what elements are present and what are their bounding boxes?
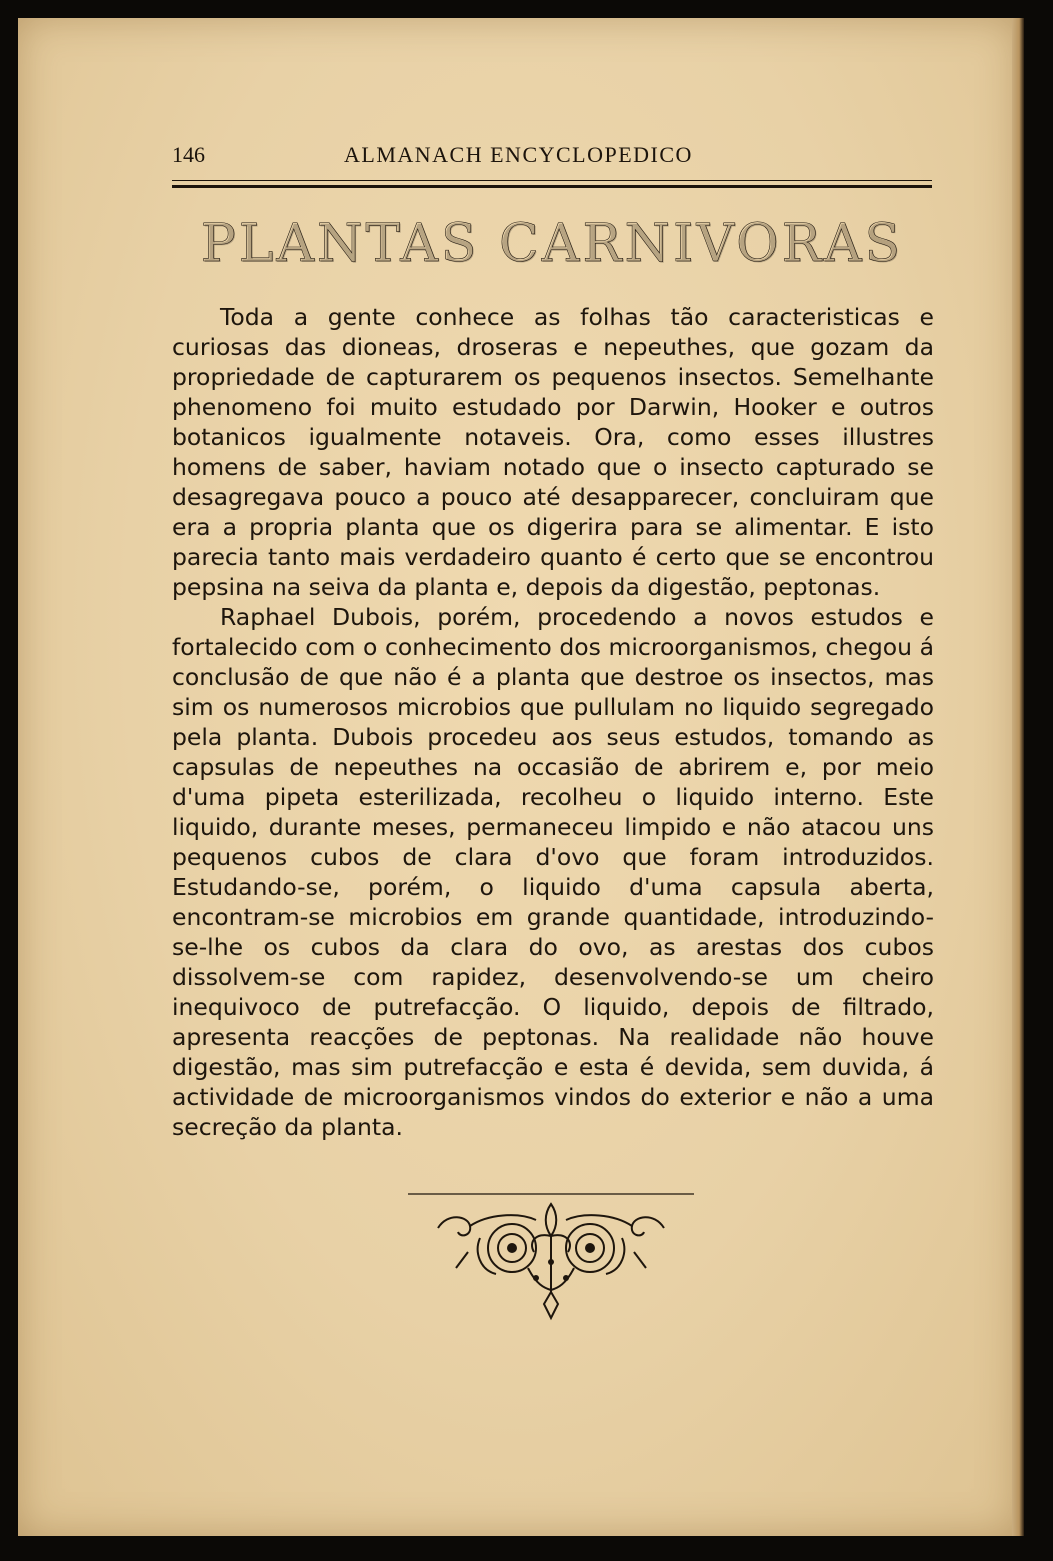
header-rule-thin (172, 180, 932, 181)
page-edge (1012, 18, 1024, 1536)
header-rule-thick (172, 185, 932, 188)
page-header (172, 136, 932, 176)
running-title: ALMANACH ENCYCLOPEDICO (344, 142, 693, 167)
paragraph-2: Raphael Dubois, porém, procedendo a novos estudos e fortalecido com o conhecimento dos microorganismos, chegou á conclusão de que não é a planta que destroe os insectos, mas sim os numerosos microbios que pullulam no liquido segregado pela planta. Dubois procedeu aos seus estudos, tomando as capsulas de nepeuthes na occasião de abrirem e, por meio d'uma pipeta esterilizada, recolheu o liquido interno. Este liquido, durante meses, permaneceu limpido e não atacou uns pequenos cubos de clara d'ovo que foram introduzidos. Estudando-se, porém, o liquido d'uma capsula aberta, encontram-se microbios em grande quantidade, introduzindo-se-lhe os cubos da clara do ovo, as arestas dos cubos dissolvem-se com rapidez, desenvolvendo-se um cheiro inequivoco de putrefacção. O liquido, depois de filtrado, apresenta reacções de peptonas. Na realidade não houve digestão, mas sim putrefacção e esta é devida, sem duvida, á actividade de microorganismos vindos do exterior e não a uma secreção da planta. (172, 603, 934, 1141)
fleuron-ornament-icon (408, 1192, 694, 1328)
article-body (172, 302, 934, 1142)
page-number: 146 (172, 142, 205, 167)
paragraph-1: Toda a gente conhece as folhas tão caracteristicas e curiosas das dioneas, droseras e nepeuthes, que gozam da propriedade de capturarem os pequenos insectos. Semelhante phenomeno foi muito estudado por Darwin, Hooker e outros botanicos igualmente notaveis. Ora, como esses illustres homens de saber, haviam notado que o insecto capturado se desagregava pouco a pouco até desapparecer, concluiram que era a propria planta que os digerira para se alimentar. E isto parecia tanto mais verdadeiro quanto é certo que se encontrou pepsina na seiva da planta e, depois da digestão, peptonas. (172, 303, 934, 601)
article-title: PLANTAS CARNIVORAS (200, 214, 904, 274)
